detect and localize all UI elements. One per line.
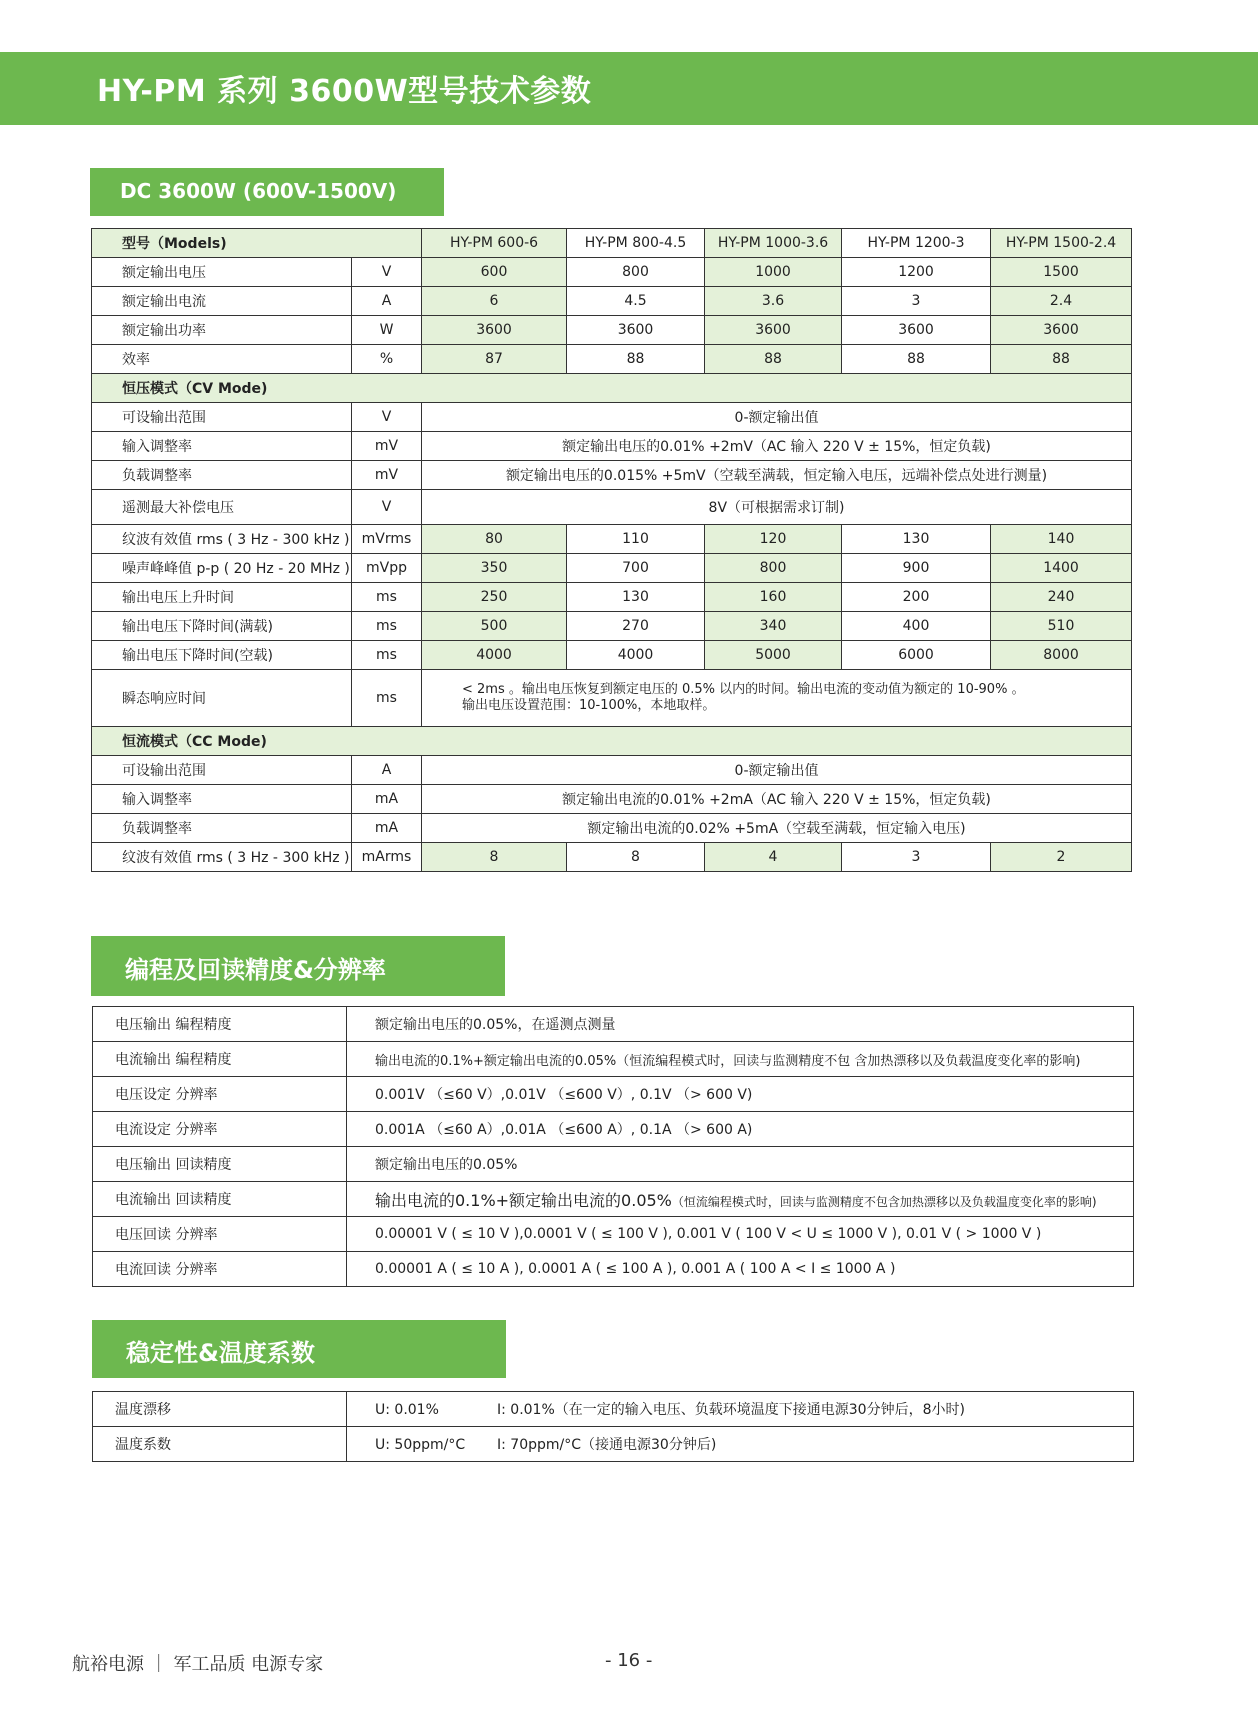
param-value: 2.4 — [991, 287, 1132, 316]
accuracy-main: 输出电流的0.1%+额定输出电流的0.05% — [375, 1190, 672, 1210]
param-value: 2 — [991, 843, 1132, 872]
param-value: 510 — [991, 612, 1132, 641]
accuracy-value: 0.00001 V ( ≤ 10 V ),0.0001 V ( ≤ 100 V ), 0.001 V ( 100 V < U ≤ 1000 V ), 0.01 V ( > 1000 V ) — [347, 1217, 1134, 1252]
accuracy-label: 电流输出 编程精度 — [93, 1042, 347, 1077]
stability-u: U: 0.01% — [375, 1402, 439, 1418]
model-name: HY-PM 1500-2.4 — [991, 229, 1132, 258]
section-title-text: 编程及回读精度&分辨率 — [125, 956, 386, 984]
transient-line2: 输出电压设置范围：10-100%，本地取样。 — [462, 698, 716, 713]
param-value: 270 — [567, 612, 705, 641]
param-value: 4 — [705, 843, 842, 872]
param-unit: mVpp — [352, 554, 422, 583]
param-value: 3600 — [567, 316, 705, 345]
param-value: 8 — [567, 843, 705, 872]
stability-row — [93, 1392, 1134, 1427]
param-name: 纹波有效值 rms ( 3 Hz - 300 kHz ) — [92, 843, 352, 872]
param-name: 额定输出功率 — [92, 316, 352, 345]
param-value: 88 — [567, 345, 705, 374]
param-name: 可设输出范围 — [92, 403, 352, 432]
param-name: 输入调整率 — [92, 432, 352, 461]
header-bar — [0, 52, 1258, 125]
accuracy-value — [347, 1182, 1134, 1217]
stability-u: U: 50ppm/°C — [375, 1437, 466, 1453]
param-value: 250 — [422, 583, 567, 612]
param-value: 3.6 — [705, 287, 842, 316]
param-name: 可设输出范围 — [92, 756, 352, 785]
param-name: 输出电压下降时间(满载) — [92, 612, 352, 641]
accuracy-row — [93, 1112, 1134, 1147]
param-value: 130 — [842, 525, 991, 554]
spec-table — [91, 228, 1132, 872]
param-name: 额定输出电压 — [92, 258, 352, 287]
basic-row — [92, 345, 1132, 374]
transient-line1: < 2ms 。输出电压恢复到额定电压的 0.5% 以内的时间。输出电流的变动值为额定的 10-90% 。 — [462, 682, 1025, 697]
accuracy-value: 额定输出电压的0.05%，在遥测点测量 — [347, 1007, 1134, 1042]
param-value: 700 — [567, 554, 705, 583]
accuracy-note: （恒流编程模式时，回读与监测精度不包含加热漂移以及负载温度变化率的影响) — [671, 1194, 1097, 1209]
param-value: 130 — [567, 583, 705, 612]
accuracy-row — [93, 1182, 1134, 1217]
param-value: 4000 — [567, 641, 705, 670]
mode-header: 恒流模式（CC Mode) — [92, 727, 1132, 756]
param-name: 额定输出电流 — [92, 287, 352, 316]
cv-span-row — [92, 403, 1132, 432]
accuracy-row — [93, 1252, 1134, 1287]
param-name: 输出电压下降时间(空载) — [92, 641, 352, 670]
param-value: 88 — [705, 345, 842, 374]
param-value: 1200 — [842, 258, 991, 287]
accuracy-label: 电压输出 编程精度 — [93, 1007, 347, 1042]
param-name: 输入调整率 — [92, 785, 352, 814]
stability-i: I: 70ppm/°C（接通电源30分钟后) — [497, 1437, 717, 1453]
accuracy-table — [92, 1006, 1134, 1287]
accuracy-value: 0.001V （≤60 V）,0.01V （≤600 V）, 0.1V （> 600 V) — [347, 1077, 1134, 1112]
cv-span-row — [92, 461, 1132, 490]
model-name: HY-PM 1000-3.6 — [705, 229, 842, 258]
param-unit: ms — [352, 641, 422, 670]
param-value: 120 — [705, 525, 842, 554]
param-value: 140 — [991, 525, 1132, 554]
stability-table — [92, 1391, 1134, 1462]
model-name: HY-PM 600-6 — [422, 229, 567, 258]
param-unit: ms — [352, 583, 422, 612]
model-name: HY-PM 1200-3 — [842, 229, 991, 258]
stability-value — [347, 1427, 1134, 1462]
param-name: 负载调整率 — [92, 814, 352, 843]
param-value: 88 — [842, 345, 991, 374]
param-unit: mV — [352, 461, 422, 490]
param-name: 输出电压上升时间 — [92, 583, 352, 612]
param-unit: A — [352, 756, 422, 785]
param-unit: mA — [352, 814, 422, 843]
accuracy-label: 电压回读 分辨率 — [93, 1217, 347, 1252]
param-value: 3600 — [842, 316, 991, 345]
section-title-stability — [92, 1320, 506, 1378]
param-name: 噪声峰峰值 p-p ( 20 Hz - 20 MHz ) — [92, 554, 352, 583]
param-unit: ms — [352, 670, 422, 727]
param-value: 1500 — [991, 258, 1132, 287]
accuracy-value: 0.00001 A ( ≤ 10 A ), 0.0001 A ( ≤ 100 A ), 0.001 A ( 100 A < I ≤ 1000 A ) — [347, 1252, 1134, 1287]
param-value: 200 — [842, 583, 991, 612]
param-name: 负载调整率 — [92, 461, 352, 490]
accuracy-row — [93, 1007, 1134, 1042]
cv-row — [92, 525, 1132, 554]
param-unit: V — [352, 403, 422, 432]
cv-header-row — [92, 374, 1132, 403]
param-value: 3600 — [991, 316, 1132, 345]
param-value: 3600 — [422, 316, 567, 345]
param-value: 4.5 — [567, 287, 705, 316]
param-value: 87 — [422, 345, 567, 374]
param-value: 240 — [991, 583, 1132, 612]
param-value: 800 — [705, 554, 842, 583]
param-value: 额定输出电压的0.015% +5mV（空载至满载，恒定输入电压，远端补偿点处进行测量) — [422, 461, 1132, 490]
basic-row — [92, 287, 1132, 316]
section-title-accuracy — [91, 936, 505, 996]
stability-label: 温度漂移 — [93, 1392, 347, 1427]
accuracy-value: 输出电流的0.1%+额定输出电流的0.05%（恒流编程模式时，回读与监测精度不包 含加热漂移以及负载温度变化率的影响) — [347, 1042, 1134, 1077]
cv-row — [92, 641, 1132, 670]
param-value: 160 — [705, 583, 842, 612]
param-unit: ms — [352, 612, 422, 641]
page-title: HY-PM 系列 3600W型号技术参数 — [97, 74, 592, 109]
stability-label: 温度系数 — [93, 1427, 347, 1462]
param-unit: mA — [352, 785, 422, 814]
param-unit: mV — [352, 432, 422, 461]
param-value: 6 — [422, 287, 567, 316]
param-unit: A — [352, 287, 422, 316]
param-value: 500 — [422, 612, 567, 641]
accuracy-label: 电压设定 分辨率 — [93, 1077, 347, 1112]
transient-value — [422, 670, 1132, 727]
param-value: 6000 — [842, 641, 991, 670]
accuracy-row — [93, 1147, 1134, 1182]
param-name: 遥测最大补偿电压 — [92, 490, 352, 525]
cc-header-row — [92, 727, 1132, 756]
param-value: 0-额定输出值 — [422, 756, 1132, 785]
section-title-text: 稳定性&温度系数 — [126, 1339, 315, 1367]
cv-row — [92, 612, 1132, 641]
param-name: 效率 — [92, 345, 352, 374]
param-value: 600 — [422, 258, 567, 287]
param-name: 瞬态响应时间 — [92, 670, 352, 727]
cv-span-row — [92, 490, 1132, 525]
accuracy-label: 电压输出 回读精度 — [93, 1147, 347, 1182]
models-label: 型号（Models) — [92, 229, 422, 258]
cc-span-row — [92, 785, 1132, 814]
accuracy-label: 电流回读 分辨率 — [93, 1252, 347, 1287]
param-value: 3600 — [705, 316, 842, 345]
accuracy-row — [93, 1077, 1134, 1112]
param-value: 8V（可根据需求订制) — [422, 490, 1132, 525]
param-value: 3 — [842, 287, 991, 316]
param-unit: mArms — [352, 843, 422, 872]
param-unit: V — [352, 258, 422, 287]
accuracy-value: 0.001A （≤60 A）,0.01A （≤600 A）, 0.1A （> 600 A) — [347, 1112, 1134, 1147]
param-value: 80 — [422, 525, 567, 554]
section-title-text: DC 3600W (600V-1500V) — [120, 179, 397, 203]
cv-row — [92, 554, 1132, 583]
model-name: HY-PM 800-4.5 — [567, 229, 705, 258]
param-value: 900 — [842, 554, 991, 583]
param-value: 400 — [842, 612, 991, 641]
mode-header: 恒压模式（CV Mode) — [92, 374, 1132, 403]
param-value: 0-额定输出值 — [422, 403, 1132, 432]
param-name: 纹波有效值 rms ( 3 Hz - 300 kHz ) — [92, 525, 352, 554]
param-value: 350 — [422, 554, 567, 583]
param-value: 110 — [567, 525, 705, 554]
param-unit: W — [352, 316, 422, 345]
cv-span-row — [92, 432, 1132, 461]
param-value: 5000 — [705, 641, 842, 670]
param-value: 额定输出电流的0.02% +5mA（空载至满载，恒定输入电压) — [422, 814, 1132, 843]
basic-row — [92, 258, 1132, 287]
models-row — [92, 229, 1132, 258]
cc-span-row — [92, 756, 1132, 785]
accuracy-label: 电流输出 回读精度 — [93, 1182, 347, 1217]
param-value: 8 — [422, 843, 567, 872]
cv-row — [92, 583, 1132, 612]
page-number: - 16 - — [605, 1650, 653, 1671]
param-value: 3 — [842, 843, 991, 872]
param-value: 1400 — [991, 554, 1132, 583]
param-unit: mVrms — [352, 525, 422, 554]
accuracy-row — [93, 1042, 1134, 1077]
accuracy-label: 电流设定 分辨率 — [93, 1112, 347, 1147]
cc-span-row — [92, 814, 1132, 843]
param-value: 800 — [567, 258, 705, 287]
accuracy-value: 额定输出电压的0.05% — [347, 1147, 1134, 1182]
section-title-dc — [90, 168, 444, 216]
cc-row — [92, 843, 1132, 872]
param-value: 88 — [991, 345, 1132, 374]
param-unit: % — [352, 345, 422, 374]
param-value: 4000 — [422, 641, 567, 670]
accuracy-row — [93, 1217, 1134, 1252]
transient-row — [92, 670, 1132, 727]
footer-brand: 航裕电源 ｜ 军工品质 电源专家 — [72, 1654, 324, 1675]
stability-value — [347, 1392, 1134, 1427]
basic-row — [92, 316, 1132, 345]
param-value: 8000 — [991, 641, 1132, 670]
param-value: 额定输出电流的0.01% +2mA（AC 输入 220 V ± 15%，恒定负载) — [422, 785, 1132, 814]
param-value: 340 — [705, 612, 842, 641]
stability-row — [93, 1427, 1134, 1462]
param-value: 1000 — [705, 258, 842, 287]
stability-i: I: 0.01%（在一定的输入电压、负载环境温度下接通电源30分钟后，8小时) — [497, 1402, 965, 1418]
param-value: 额定输出电压的0.01% +2mV（AC 输入 220 V ± 15%，恒定负载) — [422, 432, 1132, 461]
param-unit: V — [352, 490, 422, 525]
